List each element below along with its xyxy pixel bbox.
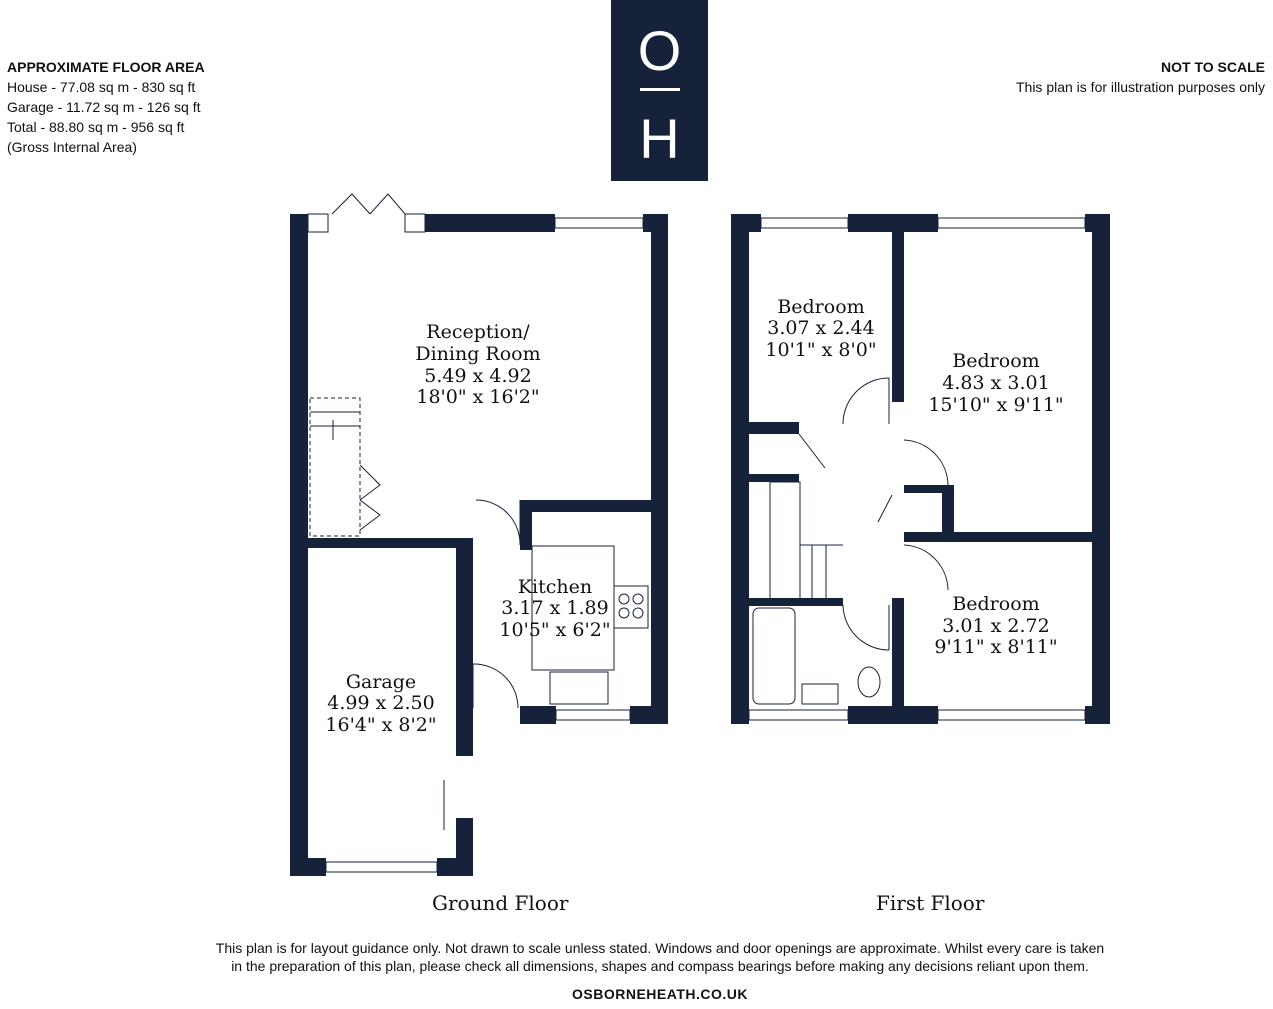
first-floor-label: First Floor (876, 891, 985, 915)
reception-name-line1: Reception/ (426, 321, 530, 343)
gf-wall-south-garage-left (290, 858, 326, 876)
floor-area-note: (Gross Internal Area) (7, 139, 137, 155)
floor-area-title: APPROXIMATE FLOOR AREA (7, 59, 205, 75)
gf-hob (614, 586, 648, 628)
gf-hob-ring (633, 608, 643, 618)
scale-title: NOT TO SCALE (1161, 59, 1265, 75)
bedroom1-name: Bedroom (777, 296, 865, 318)
gf-wall-kitchen-north (520, 500, 668, 512)
gf-wall-kitchen-west (520, 500, 532, 550)
logo-letter-o: O (637, 19, 682, 82)
ff-washbasin (802, 684, 838, 704)
ff-wall-bed3-north (904, 532, 1092, 542)
ff-wall-north-mid (848, 214, 938, 232)
bedroom3-metric: 3.01 x 2.72 (942, 615, 1050, 637)
floor-area-garage: Garage - 11.72 sq m - 126 sq ft (7, 99, 201, 115)
ground-floor-plan (290, 214, 668, 876)
gf-wall-garage-east (456, 538, 473, 756)
floor-area-house: House - 77.08 sq m - 830 sq ft (7, 79, 196, 95)
ff-airing-door (878, 495, 892, 522)
gf-window-reception (555, 218, 643, 228)
gf-wall-west (290, 214, 308, 876)
gf-hob-ring (619, 608, 629, 618)
gf-window-garage (326, 862, 437, 872)
reception-metric: 5.49 x 4.92 (424, 365, 532, 387)
ff-wall-bathroom-east (892, 598, 904, 706)
garage-metric: 4.99 x 2.50 (327, 692, 435, 714)
gf-wall-south-garage-right (437, 858, 473, 876)
gf-staircase (310, 398, 360, 536)
gf-cupboard-doors (360, 465, 380, 530)
ff-wall-bathroom-north (749, 598, 843, 606)
ff-wall-south-mid (848, 706, 938, 724)
ff-window-bed2 (938, 218, 1085, 228)
ff-wall-east (1092, 214, 1110, 724)
kitchen-metric: 3.17 x 1.89 (501, 597, 609, 619)
bedroom3-name: Bedroom (952, 593, 1040, 615)
bedroom1-metric: 3.07 x 2.44 (767, 317, 875, 339)
ff-wall-airing-top (904, 485, 949, 493)
gf-wall-north-mid (425, 214, 555, 232)
ff-door-swing-bed2 (904, 440, 948, 485)
ff-wall-west (731, 214, 749, 724)
gf-door-frame-left (308, 214, 328, 232)
ff-door-swing-bed3 (904, 545, 948, 590)
ff-wall-south-left (731, 706, 749, 724)
ff-cupboard-door (799, 434, 825, 468)
ff-window-bed1 (761, 218, 848, 228)
website-link[interactable]: OSBORNEHEATH.CO.UK (572, 986, 748, 1002)
ff-bathtub (753, 608, 795, 704)
gf-wall-south-right (630, 706, 668, 724)
reception-name-line2: Dining Room (415, 343, 541, 365)
scale-note: This plan is for illustration purposes only (1015, 79, 1265, 95)
ff-wall-bed1-east (892, 232, 904, 402)
ff-door-swing-bed1 (843, 378, 889, 424)
gf-hob-ring (619, 594, 629, 604)
gf-wall-south-left (520, 706, 556, 724)
gf-door-swing-garage (473, 664, 518, 708)
gf-wall-east (651, 214, 668, 724)
ff-staircase (770, 482, 800, 600)
ff-toilet (858, 667, 880, 697)
logo-letter-h: H (639, 107, 680, 170)
gf-door-frame-right (405, 214, 425, 232)
ff-wall-south-right (1085, 706, 1110, 724)
gf-window-kitchen (556, 710, 630, 720)
kitchen-name: Kitchen (517, 576, 593, 598)
ff-wall-north-left (731, 214, 761, 232)
ff-wall-cupboard (749, 474, 799, 482)
ff-wall-bed1-south (749, 422, 799, 434)
bedroom1-imperial: 10'1" x 8'0" (765, 339, 877, 361)
ff-door-swing-bath (843, 605, 889, 650)
ground-floor-label: Ground Floor (432, 891, 569, 915)
bedroom2-imperial: 15'10" x 9'11" (928, 394, 1064, 416)
gf-kitchen-sink (550, 672, 608, 704)
gf-door-swing-kitchen (476, 500, 520, 545)
kitchen-imperial: 10'5" x 6'2" (499, 619, 611, 641)
gf-french-doors (332, 194, 405, 214)
bedroom3-imperial: 9'11" x 8'11" (934, 636, 1058, 658)
bedroom2-metric: 4.83 x 3.01 (942, 372, 1050, 394)
gf-wall-garage-north (308, 538, 473, 548)
disclaimer (100, 939, 1220, 975)
gf-hob-ring (633, 594, 643, 604)
garage-imperial: 16'4" x 8'2" (325, 714, 437, 736)
reception-imperial: 18'0" x 16'2" (416, 386, 540, 408)
floor-area-total: Total - 88.80 sq m - 956 sq ft (7, 119, 185, 135)
disclaimer-line2: in the preparation of this plan, please check all dimensions, shapes and compass bearings before making any decisions reliant upon them. (231, 958, 1089, 974)
ff-window-bed3 (938, 710, 1085, 720)
garage-name: Garage (345, 671, 417, 693)
bedroom2-name: Bedroom (952, 350, 1040, 372)
ff-window-bath (749, 710, 848, 720)
disclaimer-line1: This plan is for layout guidance only. Not drawn to scale unless stated. Windows and door openings are approximate. Whilst every care is taken (215, 940, 1105, 956)
